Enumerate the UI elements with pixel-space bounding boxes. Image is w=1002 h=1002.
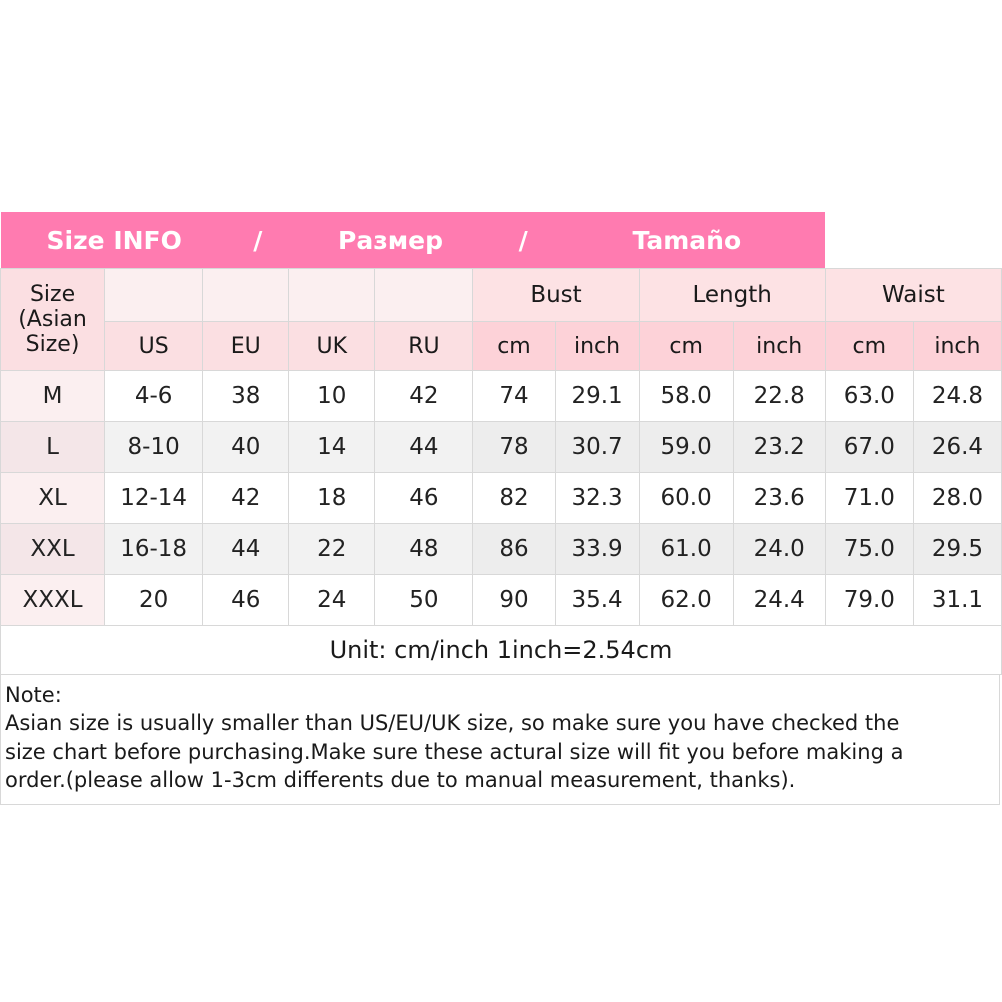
header-size-col: Size (Asian Size) (1, 269, 105, 371)
unit-note: Unit: cm/inch 1inch=2.54cm (1, 626, 1002, 675)
cell-ru: 48 (375, 524, 473, 575)
cell-length-inch: 24.4 (733, 575, 825, 626)
header-group-bust: Bust (473, 269, 639, 322)
table-row (1, 575, 1002, 626)
size-chart (0, 212, 1002, 805)
note-title: Note: (5, 683, 62, 707)
header-group-empty-eu (203, 269, 289, 322)
cell-bust-inch: 32.3 (555, 473, 639, 524)
table-row (1, 524, 1002, 575)
banner-row (1, 212, 1002, 269)
header-eu: EU (203, 322, 289, 371)
cell-bust-cm: 74 (473, 371, 555, 422)
cell-waist-inch: 26.4 (913, 422, 1001, 473)
table-row (1, 473, 1002, 524)
cell-bust-inch: 30.7 (555, 422, 639, 473)
cell-length-cm: 62.0 (639, 575, 733, 626)
cell-bust-cm: 86 (473, 524, 555, 575)
cell-ru: 46 (375, 473, 473, 524)
cell-size: XXXL (1, 575, 105, 626)
cell-ru: 50 (375, 575, 473, 626)
cell-bust-inch: 35.4 (555, 575, 639, 626)
cell-length-cm: 60.0 (639, 473, 733, 524)
cell-eu: 40 (203, 422, 289, 473)
cell-size: M (1, 371, 105, 422)
header-group-length: Length (639, 269, 825, 322)
cell-waist-inch: 24.8 (913, 371, 1001, 422)
cell-bust-cm: 82 (473, 473, 555, 524)
header-waist-inch: inch (913, 322, 1001, 371)
banner (1, 212, 826, 269)
header-length-cm: cm (639, 322, 733, 371)
cell-uk: 10 (289, 371, 375, 422)
cell-waist-cm: 63.0 (825, 371, 913, 422)
note-box (0, 675, 1000, 805)
banner-title-es: Tamaño (632, 225, 742, 255)
cell-length-inch: 23.6 (733, 473, 825, 524)
cell-us: 8-10 (105, 422, 203, 473)
header-us: US (105, 322, 203, 371)
banner-sep-1: / (253, 225, 263, 255)
banner-title-ru: Размер (338, 225, 444, 255)
table-row (1, 371, 1002, 422)
cell-eu: 42 (203, 473, 289, 524)
size-table (0, 212, 1002, 675)
cell-size: L (1, 422, 105, 473)
cell-uk: 18 (289, 473, 375, 524)
header-group-row (1, 269, 1002, 322)
header-sub-row (1, 322, 1002, 371)
cell-eu: 46 (203, 575, 289, 626)
banner-sep-2: / (518, 225, 528, 255)
cell-us: 4-6 (105, 371, 203, 422)
cell-length-inch: 24.0 (733, 524, 825, 575)
cell-waist-cm: 67.0 (825, 422, 913, 473)
cell-eu: 38 (203, 371, 289, 422)
cell-ru: 44 (375, 422, 473, 473)
note-line-2: size chart before purchasing.Make sure these actural size will fit you before making a (5, 739, 904, 764)
cell-us: 12-14 (105, 473, 203, 524)
banner-blank (825, 212, 1001, 269)
cell-bust-cm: 78 (473, 422, 555, 473)
cell-uk: 14 (289, 422, 375, 473)
cell-bust-inch: 33.9 (555, 524, 639, 575)
cell-bust-cm: 90 (473, 575, 555, 626)
header-group-empty-ru (375, 269, 473, 322)
header-bust-inch: inch (555, 322, 639, 371)
cell-length-cm: 59.0 (639, 422, 733, 473)
cell-waist-cm: 71.0 (825, 473, 913, 524)
cell-size: XXL (1, 524, 105, 575)
header-ru: RU (375, 322, 473, 371)
cell-uk: 24 (289, 575, 375, 626)
cell-waist-cm: 75.0 (825, 524, 913, 575)
cell-ru: 42 (375, 371, 473, 422)
cell-waist-cm: 79.0 (825, 575, 913, 626)
cell-waist-inch: 29.5 (913, 524, 1001, 575)
cell-eu: 44 (203, 524, 289, 575)
header-bust-cm: cm (473, 322, 555, 371)
cell-length-cm: 58.0 (639, 371, 733, 422)
cell-size: XL (1, 473, 105, 524)
cell-us: 16-18 (105, 524, 203, 575)
cell-length-inch: 22.8 (733, 371, 825, 422)
banner-title-en: Size INFO (46, 225, 182, 255)
header-uk: UK (289, 322, 375, 371)
cell-bust-inch: 29.1 (555, 371, 639, 422)
header-group-empty-us (105, 269, 203, 322)
cell-length-inch: 23.2 (733, 422, 825, 473)
note-line-1: Asian size is usually smaller than US/EU/UK size, so make sure you have checked the (5, 711, 900, 736)
header-length-inch: inch (733, 322, 825, 371)
header-waist-cm: cm (825, 322, 913, 371)
header-group-waist: Waist (825, 269, 1001, 322)
cell-waist-inch: 28.0 (913, 473, 1001, 524)
cell-waist-inch: 31.1 (913, 575, 1001, 626)
note-line-3: order.(please allow 1-3cm differents due to manual measurement, thanks). (5, 768, 796, 793)
cell-length-cm: 61.0 (639, 524, 733, 575)
unit-row (1, 626, 1002, 675)
header-group-empty-uk (289, 269, 375, 322)
cell-us: 20 (105, 575, 203, 626)
cell-uk: 22 (289, 524, 375, 575)
table-row (1, 422, 1002, 473)
